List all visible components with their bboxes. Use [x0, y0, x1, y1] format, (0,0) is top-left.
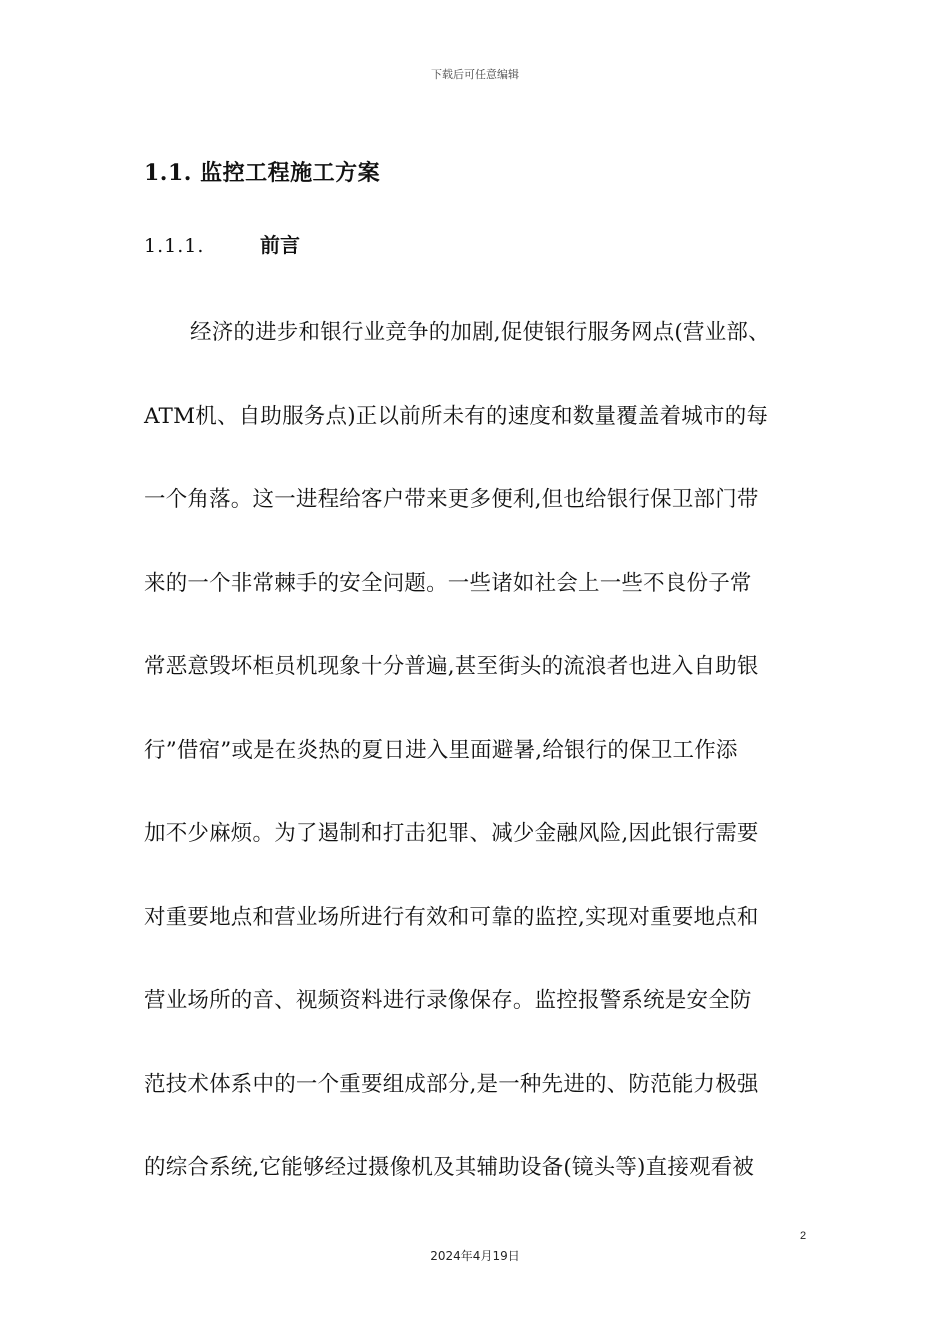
paragraph-line: 范技术体系中的一个重要组成部分,是一种先进的、防范能力极强: [144, 1071, 759, 1097]
footer-date: 2024年4月19日: [430, 1249, 520, 1263]
paragraph-line: 营业场所的音、视频资料进行录像保存。监控报警系统是安全防: [144, 988, 752, 1013]
header-note: 下载后可任意编辑: [431, 68, 519, 81]
paragraph-line: 的综合系统,它能够经过摄像机及其辅助设备(镜头等)直接观看被: [144, 1155, 755, 1180]
section-heading: 1.1. 监控工程施工方案: [144, 160, 381, 186]
subsection-heading: [144, 229, 300, 258]
subsection-number: 1.1.1.: [144, 235, 205, 257]
paragraph-line: 来的一个非常棘手的安全问题。一些诸如社会上一些不良份子常: [144, 570, 752, 596]
subsection-title: 前言: [260, 233, 300, 257]
page-number: 2: [800, 1230, 807, 1242]
paragraph-line: 常恶意毁坏柜员机现象十分普遍,甚至街头的流浪者也进入自助银: [144, 654, 759, 679]
paragraph-line: 加不少麻烦。为了遏制和打击犯罪、减少金融风险,因此银行需要: [144, 821, 759, 846]
paragraph-line: 经济的进步和银行业竞争的加剧,促使银行服务网点(营业部、: [190, 320, 770, 345]
paragraph-line: 行”借宿”或是在炎热的夏日进入里面避暑,给银行的保卫工作添: [144, 737, 738, 763]
paragraph-line: 对重要地点和营业场所进行有效和可靠的监控,实现对重要地点和: [144, 904, 759, 930]
paragraph-line: 一个角落。这一进程给客户带来更多便利,但也给银行保卫部门带: [144, 487, 759, 512]
paragraph-line: ATM机、自助服务点)正以前所未有的速度和数量覆盖着城市的每: [144, 403, 769, 429]
body-paragraph: [144, 305, 810, 1224]
